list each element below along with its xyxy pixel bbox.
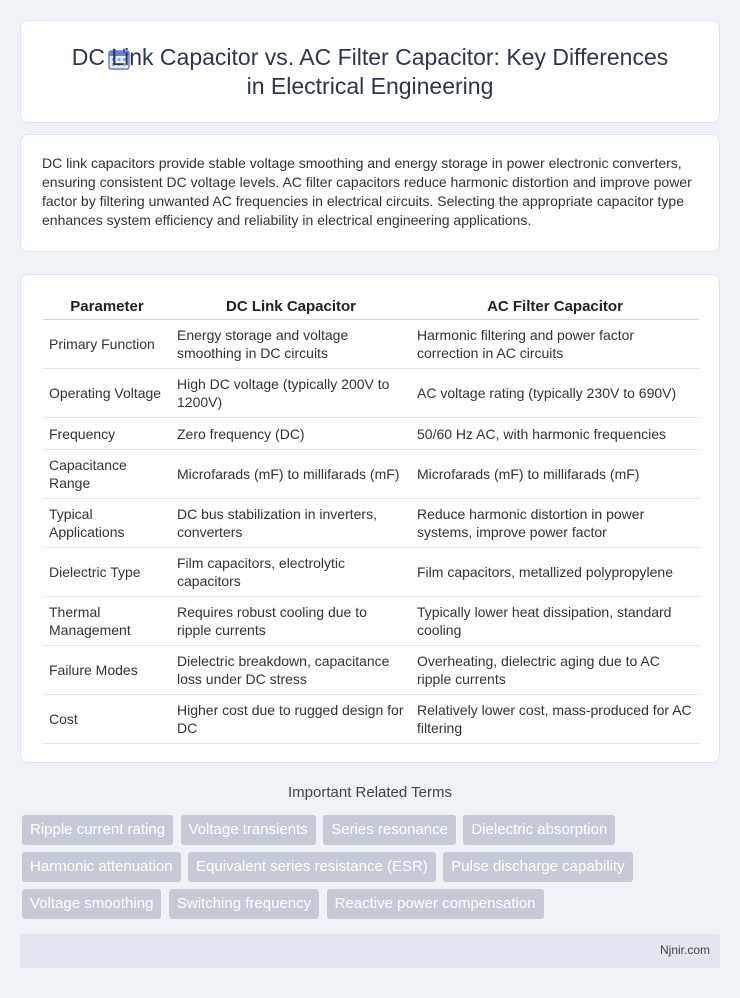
table-cell: Failure Modes	[43, 646, 171, 695]
table-cell: Microfarads (mF) to millifarads (mF)	[171, 450, 411, 499]
table-row	[43, 450, 699, 499]
table-cell: Thermal Management	[43, 597, 171, 646]
table-cell: Harmonic filtering and power factor correction in AC circuits	[411, 320, 699, 369]
table-cell: Microfarads (mF) to millifarads (mF)	[411, 450, 699, 499]
table-row	[43, 499, 699, 548]
title-card	[20, 20, 720, 123]
table-row	[43, 369, 699, 418]
table-cell: Typical Applications	[43, 499, 171, 548]
tag-dielectric-absorption[interactable]: Dielectric absorption	[463, 815, 615, 845]
table-cell: High DC voltage (typically 200V to 1200V)	[171, 369, 411, 418]
summary-card	[20, 134, 720, 252]
tag-esr[interactable]: Equivalent series resistance (ESR)	[188, 852, 436, 882]
table-cell: Primary Function	[43, 320, 171, 369]
table-cell: Reduce harmonic distortion in power systems, improve power factor	[411, 499, 699, 548]
summary-text: DC link capacitors provide stable voltage smoothing and energy storage in power electronic converters, ensuring consistent DC voltage levels. AC filter capacitors reduce harmonic distortion and improve power factor by filtering unwanted AC frequencies in electrical circuits. Selecting the appropriate capacitor type enhances system efficiency and reliability in electrical engineering applications.	[42, 155, 692, 228]
table-cell: Film capacitors, metallized polypropylene	[411, 548, 699, 597]
tag-harmonic-attenuation[interactable]: Harmonic attenuation	[22, 852, 181, 882]
table-cell: DC bus stabilization in inverters, converters	[171, 499, 411, 548]
table-cell: Capacitance Range	[43, 450, 171, 499]
tag-series-resonance[interactable]: Series resonance	[323, 815, 456, 845]
tag-voltage-transients[interactable]: Voltage transients	[181, 815, 316, 845]
tag-pulse-discharge-capability[interactable]: Pulse discharge capability	[443, 852, 632, 882]
related-terms-tags	[22, 815, 702, 926]
table-row	[43, 695, 699, 744]
table-cell: 50/60 Hz AC, with harmonic frequencies	[411, 418, 699, 450]
table-cell: Overheating, dielectric aging due to AC ripple currents	[411, 646, 699, 695]
tag-reactive-power-compensation[interactable]: Reactive power compensation	[327, 889, 544, 919]
header-parameter: Parameter	[43, 295, 171, 320]
table-row	[43, 646, 699, 695]
table-row	[43, 597, 699, 646]
comparison-table	[43, 295, 699, 744]
table-header-row	[43, 295, 699, 320]
table-cell: Relatively lower cost, mass-produced for AC filtering	[411, 695, 699, 744]
table-row	[43, 320, 699, 369]
header-dc-link: DC Link Capacitor	[171, 295, 411, 320]
table-row	[43, 548, 699, 597]
table-cell: Zero frequency (DC)	[171, 418, 411, 450]
table-cell: Requires robust cooling due to ripple currents	[171, 597, 411, 646]
table-cell: Higher cost due to rugged design for DC	[171, 695, 411, 744]
footer	[20, 934, 720, 968]
table-cell: Cost	[43, 695, 171, 744]
table-cell: Typically lower heat dissipation, standard cooling	[411, 597, 699, 646]
comparison-table-card	[20, 274, 720, 763]
table-cell: Energy storage and voltage smoothing in DC circuits	[171, 320, 411, 369]
page-title: DC Link Capacitor vs. AC Filter Capacitor: Key Differences in Electrical Engineering	[71, 44, 669, 99]
footer-site-label: Njnir.com	[659, 943, 710, 957]
table-cell: Dielectric breakdown, capacitance loss under DC stress	[171, 646, 411, 695]
tag-voltage-smoothing[interactable]: Voltage smoothing	[22, 889, 161, 919]
tag-ripple-current-rating[interactable]: Ripple current rating	[22, 815, 173, 845]
table-row	[43, 418, 699, 450]
table-cell: Dielectric Type	[43, 548, 171, 597]
tag-switching-frequency[interactable]: Switching frequency	[169, 889, 319, 919]
table-cell: AC voltage rating (typically 230V to 690V)	[411, 369, 699, 418]
table-cell: Operating Voltage	[43, 369, 171, 418]
related-terms-title: Important Related Terms	[288, 784, 452, 801]
table-cell: Frequency	[43, 418, 171, 450]
header-ac-filter: AC Filter Capacitor	[411, 295, 699, 320]
table-cell: Film capacitors, electrolytic capacitors	[171, 548, 411, 597]
